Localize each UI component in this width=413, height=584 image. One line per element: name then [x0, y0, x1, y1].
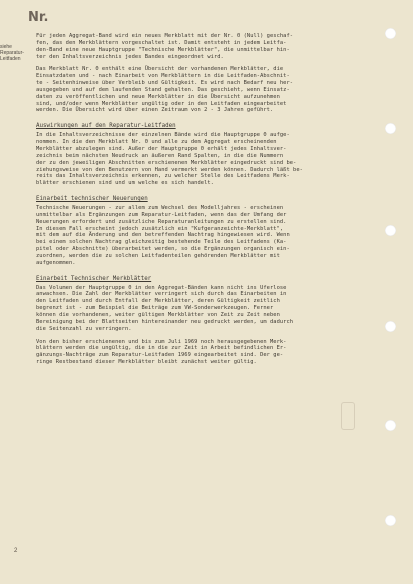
text-line: Technische Neuerungen - zur allem zum Wechsel des Modelljahres - erscheinen	[36, 205, 284, 212]
text-line: In diesem Fall erscheint jedoch zusätzlich ein "Kufgeranzeichte-Merkblatt",	[36, 225, 284, 232]
punch-hole	[385, 515, 396, 526]
text-line: bei einem solchen Nachtrag gleichzeitig bestehende Teile des Leitfadens (Ka-	[36, 239, 287, 246]
text-line: Merkblätter abzulegen sind. Außer der Hauptgruppe 0 erhält jedes Inhaltsver-	[36, 145, 287, 152]
section-heading: Auswirkungen auf den Reparatur-Leitfaden	[36, 123, 176, 130]
margin-note-line: siehe	[0, 44, 12, 50]
margin-note-line: Leitfaden	[0, 56, 21, 63]
punch-hole	[385, 28, 396, 39]
text-line: unmittelbar als Ergänzungen zum Reparatur-Leitfaden, wenn das der Umfang der	[36, 211, 287, 218]
text-line: Einsatzdaten und - nach Einarbeit von Merkblättern in die Leitfaden-Abschnit-	[36, 73, 290, 80]
text-line: können die vorhandenen, weiter gültigen Merkblätter von Zeit zu Zeit neben	[36, 312, 280, 318]
page-header-number-label: Nr.	[28, 10, 49, 25]
margin-note	[0, 44, 26, 63]
text-line: ausgegeben und auf dem laufenden Stand gehalten. Das geschieht, wenn Einsatz-	[36, 86, 290, 93]
page-number: 2	[14, 548, 18, 554]
text-line: ringe Restbestand dieser Merkblätter bleibt zunächst weiter gültig.	[36, 359, 257, 366]
text-line: te - Seitenhinweise über Verbleib und Gültigkeit. Es wird nach Bedarf neu her-	[36, 80, 294, 87]
intro-paragraph-1	[36, 33, 374, 60]
section-heading: Einarbeit technischer Neuerungen	[36, 196, 148, 203]
text-line: aufgenommen.	[36, 259, 76, 266]
text-line: sind, und/oder wenn Merkblätter ungültig oder in den Leitfaden eingearbeitet	[36, 100, 287, 107]
section-3-paragraph-2	[36, 339, 374, 366]
text-line: den Leitfaden und durch Entfall der Merkblätter, deren Gültigkeit zeitlich	[36, 298, 280, 305]
text-line: pitel oder Abschnitte) überarbeitet werden, so die Ergänzungen organisch ein-	[36, 246, 290, 253]
section-2-paragraph	[36, 205, 374, 267]
margin-note-line: Reparatur-	[0, 50, 24, 57]
text-line: mit dem auf die Änderung und den betreffenden Nachtrag hingewiesen wird. Wenn	[36, 232, 290, 239]
section-1-paragraph	[36, 132, 374, 187]
text-line: fen, das den Merkblättern vorgeschaltet ist. Damit entsteht in jedem Leitfa-	[36, 39, 287, 46]
punch-hole	[385, 123, 396, 134]
text-line: der zu den jeweiligen Abschnitten erschienenen Merkblätter eingedruckt sind be-	[36, 159, 297, 166]
text-line: Neuerungen erfordert und zusätzliche Reparaturanleitungen zu erstellen sind.	[36, 218, 287, 225]
text-line: nommen. In die den Merkblatt Nr. 0 und alle zu dem Aggregat erscheinenden	[36, 139, 277, 146]
text-line: In die Inhaltsverzeichnisse der einzelnen Bände wird die Hauptgruppe 0 aufge-	[36, 132, 290, 139]
text-line: Bereinigung bei der Blattseiten hintereinander neu gedruckt werden, um dadurch	[36, 318, 294, 325]
text-line: Für jeden Aggregat-Band wird ein neues Merkblatt mit der Nr. 0 (Null) geschaf-	[36, 33, 294, 39]
text-line: die Seitenzahl zu verringern.	[36, 325, 132, 332]
text-line: reits das Inhaltsverzeichnis erkennen, zu welcher Stelle des Leitfadens Merk-	[36, 173, 290, 180]
punch-hole	[385, 225, 396, 236]
text-line: Das Volumen der Hauptgruppe 0 in den Aggregat-Bänden kann nicht ins Uferlose	[36, 284, 287, 291]
text-line: blättern werden die ungültig, die in die zur Zeit in Arbeit befindlichen Er-	[36, 345, 287, 352]
text-line: Von den bisher erschienenen und bis zum Juli 1969 noch herausgegebenen Merk-	[36, 338, 287, 345]
text-line: daten zu veröffentlichen und neue Merkblätter in die Übersicht aufzunehmen	[36, 93, 280, 100]
text-line: gänzungs-Nachträge zum Reparatur-Leitfaden 1969 eingearbeitet sind. Der ge-	[36, 352, 284, 359]
punch-hole	[385, 420, 396, 431]
text-line: den-Band eine neue Hauptgruppe "Technische Merkblätter", die unmittelbar hin-	[36, 46, 290, 53]
section-3-paragraph-1	[36, 285, 374, 333]
text-line: ter den Inhaltsverzeichnis jedes Bandes eingeordnet wird.	[36, 53, 224, 60]
punch-hole	[385, 321, 396, 332]
text-line: blätter erschienen sind und um welche es sich handelt.	[36, 180, 214, 187]
document-body	[36, 33, 374, 366]
text-line: zuordnen, werden die zu solchen Leitfadenteilen gehörenden Merkblätter mit	[36, 252, 280, 259]
text-line: Das Merkblatt Nr. 0 enthält eine Übersicht der vorhandenen Merkblätter, die	[36, 66, 284, 73]
text-line: anwachsen. Die Zahl der Merkblätter verringert sich durch das Einarbeiten in	[36, 291, 287, 298]
text-line: begrenzt ist - zum Beispiel die Beiträge zum VW-Sonderwerkzeugen. Ferner	[36, 305, 274, 312]
text-line: zeichnis beim nächsten Neudruck an äußeren Rand Spalten, in die die Nummern	[36, 152, 284, 159]
section-heading: Einarbeit Technischer Merkblätter	[36, 275, 152, 282]
text-line: ziehungsweise von den Benutzern von Hand vermerkt werden können. Dadurch läßt be-	[36, 166, 303, 173]
text-line: werden. Die Übersicht wird über einen Zeitraum von 2 - 3 Jahren geführt.	[36, 107, 274, 114]
paper-mark	[341, 402, 355, 430]
intro-paragraph-2	[36, 66, 374, 114]
